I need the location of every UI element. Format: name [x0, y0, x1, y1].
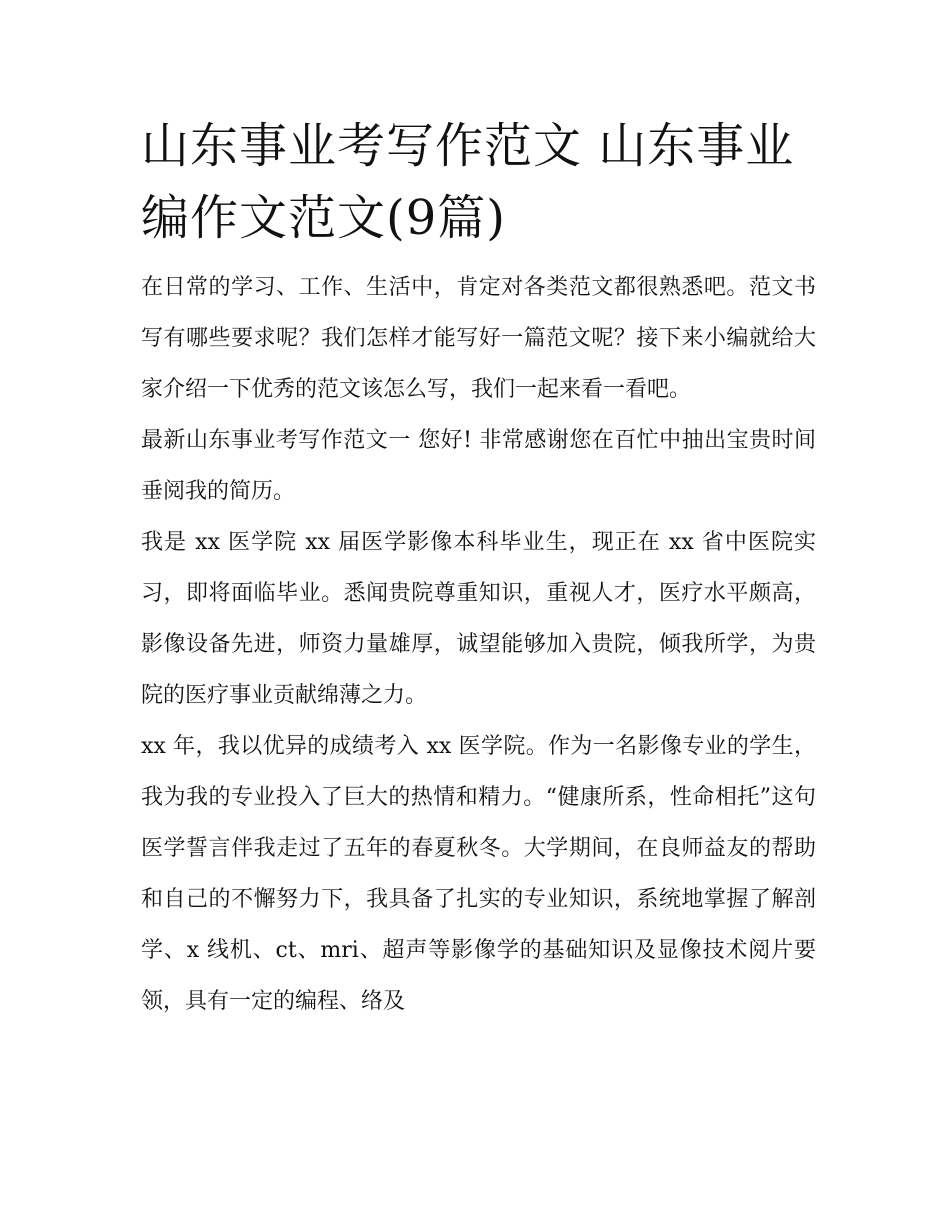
paragraph-intro: 在日常的学习、工作、生活中，肯定对各类范文都很熟悉吧。范文书写有哪些要求呢？我们怎样才能写好一篇范文呢？接下来小编就给大家介绍一下优秀的范文该怎么写，我们一起来看一看吧。 [141, 275, 816, 402]
paragraph-self-intro: 我是 xx 医学院 xx 届医学影像本科毕业生，现正在 xx 省中医院实习，即将面临毕业。悉闻贵院尊重知识，重视人才，医疗水平颇高，影像设备先进，师资力量雄厚，诚望能够加入贵院，倾我所学，为贵院的医疗事业贡献绵薄之力。 [141, 530, 816, 708]
document-title: 山东事业考写作范文 山东事业编作文范文(9篇) [141, 118, 795, 246]
paragraph-greeting: 最新山东事业考写作范文一 您好! 非常感谢您在百忙中抽出宝贵时间垂阅我的简历。 [141, 428, 816, 504]
document-page [141, 110, 816, 1027]
paragraph-education: xx 年，我以优异的成绩考入 xx 医学院。作为一名影像专业的学生，我为我的专业投入了巨大的热情和精力。“健康所系，性命相托”这句医学誓言伴我走过了五年的春夏秋冬。大学期间，在良师益友的帮助和自己的不懈努力下，我具备了扎实的专业知识，系统地掌握了解剖学、x 线机、ct、mri、超声等影像学的基础知识及显像技术阅片要领，具有一定的编程、络及 [141, 734, 816, 1014]
